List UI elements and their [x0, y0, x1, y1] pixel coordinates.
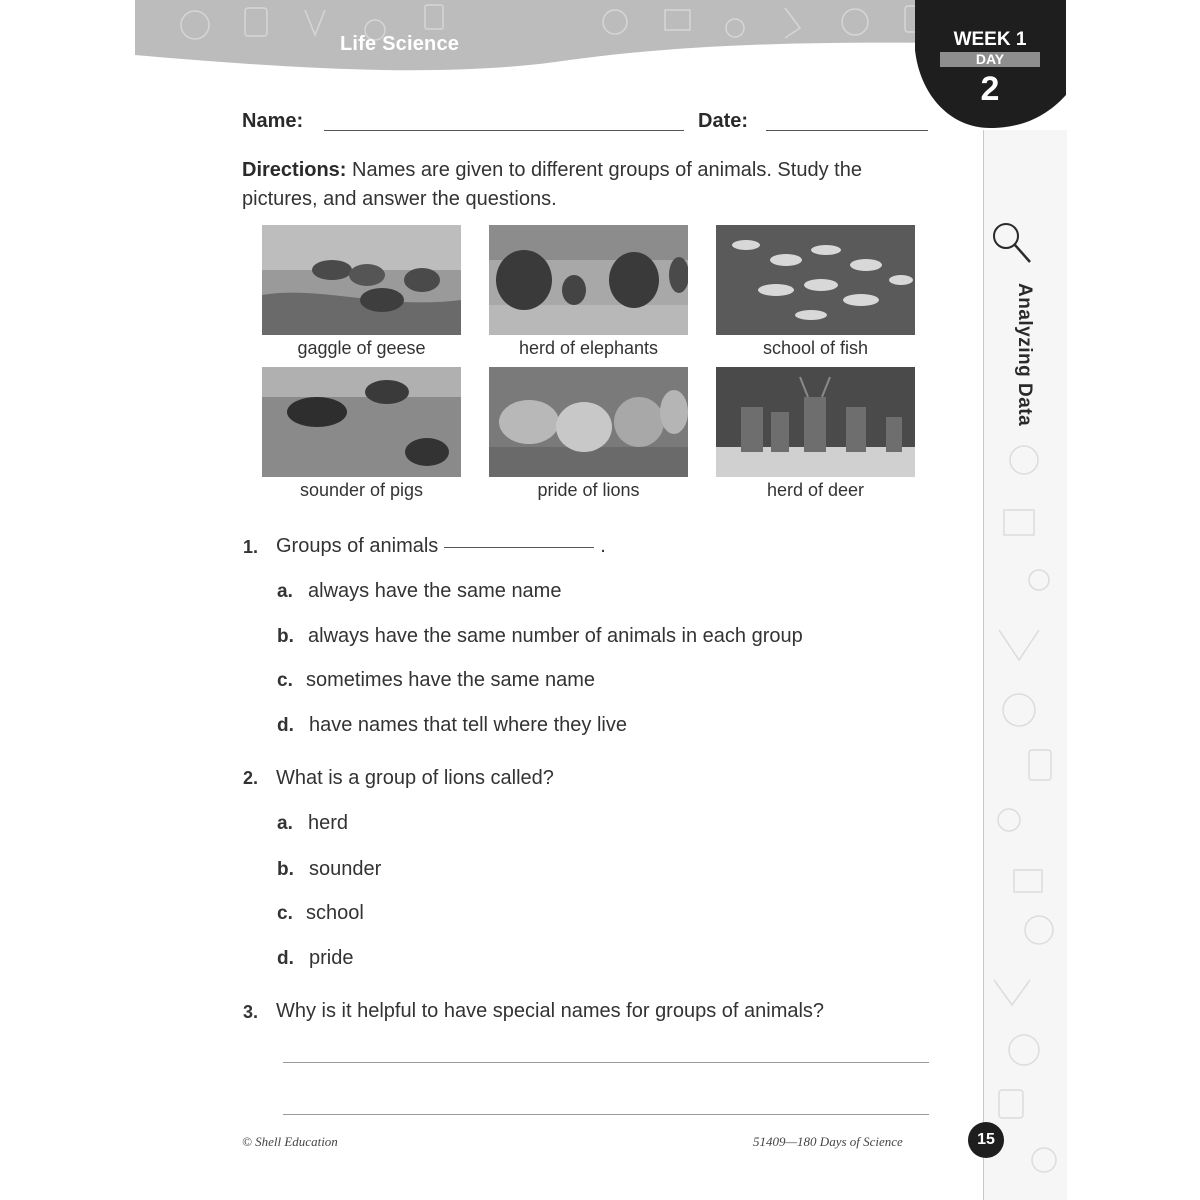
question-1-period: . [600, 535, 606, 557]
photo-caption: pride of lions [537, 480, 640, 500]
photo-caption: herd of deer [766, 480, 865, 500]
option-letter[interactable]: c. [277, 903, 293, 924]
book-title: 51409—180 Days of Science [753, 1134, 903, 1149]
question-1-blank[interactable] [444, 547, 594, 548]
photo-deer [716, 367, 915, 477]
magnifying-glass-icon [990, 220, 1036, 266]
option-letter[interactable]: b. [277, 626, 294, 647]
photo-geese [262, 225, 461, 335]
copyright: © Shell Education [242, 1134, 338, 1149]
name-label: Name: [242, 110, 304, 132]
page-number: 15 [968, 1122, 1004, 1158]
photo-caption: gaggle of geese [297, 338, 426, 358]
section-title: Life Science [340, 33, 460, 55]
question-1-text [276, 535, 606, 558]
directions-text: Names are given to different groups of animals. Study the pictures, and answer the questions. [242, 159, 862, 210]
photo-caption: sounder of pigs [299, 480, 424, 500]
question-number: 1. [243, 537, 259, 557]
date-label: Date: [698, 110, 749, 132]
badge-week: WEEK 1 [953, 29, 1027, 50]
option-letter[interactable]: d. [277, 948, 294, 969]
directions [242, 156, 942, 214]
badge-day-number: 2 [980, 70, 1000, 108]
question-1-prompt: Groups of animals [276, 535, 439, 557]
photo-lions [489, 367, 688, 477]
question-3-text: Why is it helpful to have special names for groups of animals? [276, 1000, 825, 1022]
answer-line[interactable] [283, 1114, 929, 1115]
date-field[interactable] [766, 130, 928, 131]
question-number: 2. [243, 768, 259, 788]
photo-fish [716, 225, 915, 335]
photo-caption: school of fish [762, 338, 869, 358]
answer-line[interactable] [283, 1062, 929, 1063]
option-letter[interactable]: c. [277, 670, 293, 691]
option-text: herd [308, 812, 349, 834]
option-letter[interactable]: a. [277, 581, 293, 602]
option-letter[interactable]: a. [277, 813, 293, 834]
option-text: sometimes have the same name [306, 669, 596, 691]
photo-caption: herd of elephants [518, 338, 659, 358]
photo-elephants [489, 225, 688, 335]
question-number: 3. [243, 1002, 259, 1022]
option-text: always have the same number of animals in each group [308, 625, 803, 647]
name-field[interactable] [324, 130, 684, 131]
option-letter[interactable]: b. [277, 859, 294, 880]
directions-label: Directions: [242, 159, 347, 181]
option-text: school [306, 902, 364, 924]
photo-pigs [262, 367, 461, 477]
question-2-text: What is a group of lions called? [276, 767, 554, 789]
side-label: Analyzing Data [1014, 283, 1035, 427]
option-text: sounder [309, 858, 382, 880]
badge-day: DAY [940, 52, 1040, 67]
option-text: pride [309, 947, 354, 969]
option-text: have names that tell where they live [309, 714, 627, 736]
option-letter[interactable]: d. [277, 715, 294, 736]
option-text: always have the same name [308, 580, 562, 602]
